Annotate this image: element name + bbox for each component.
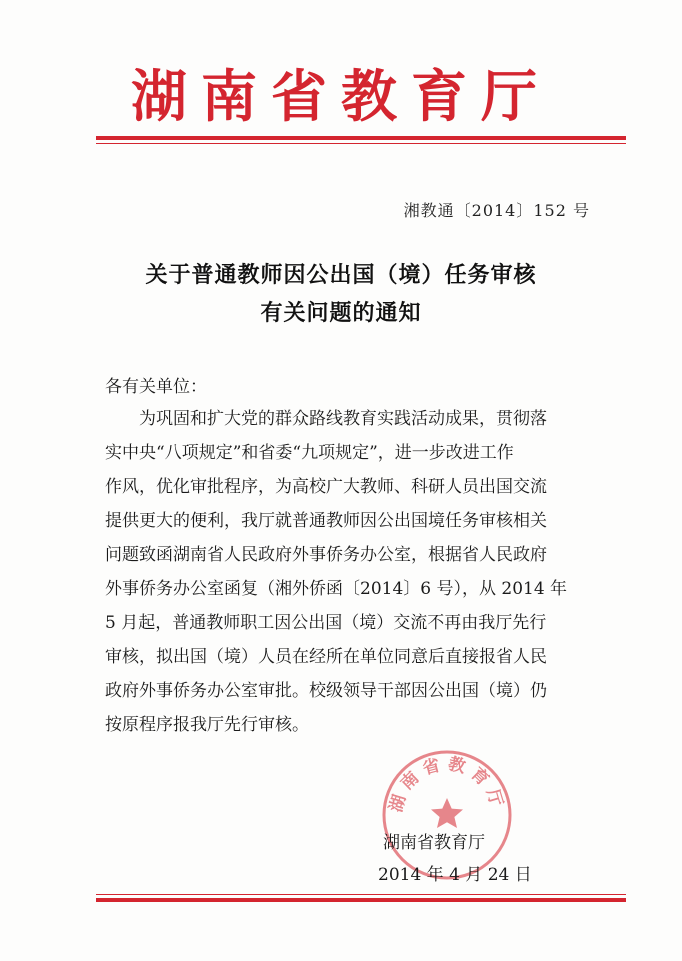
- footer-rule-thin: [96, 894, 626, 895]
- body-line: 外事侨务办公室函复（湘外侨函〔2014〕6 号），从 2014 年: [105, 579, 568, 599]
- star-icon: [431, 798, 463, 828]
- body-line: 提供更大的便利，我厅就普通教师因公出国境任务审核相关: [105, 511, 547, 531]
- document-date: 2014 年 4 月 24 日: [378, 865, 532, 885]
- body-line: 实中央“八项规定”和省委“九项规定”，进一步改进工作: [105, 443, 514, 463]
- salutation: 各有关单位：: [105, 377, 207, 397]
- seal-text: 湖南省教育厅: [386, 754, 508, 815]
- signer-organization: 湖南省教育厅: [383, 833, 485, 853]
- body-line: 问题致函湖南省人民政府外事侨务办公室，根据省人民政府: [105, 545, 547, 565]
- body-line: 5 月起，普通教师职工因公出国（境）交流不再由我厅先行: [105, 613, 547, 633]
- body-line: 政府外事侨务办公室审批。校级领导干部因公出国（境）仍: [105, 681, 547, 701]
- letterhead-rule-thin: [96, 143, 626, 144]
- body-line: 按原程序报我厅先行审核。: [105, 715, 309, 735]
- letterhead-title: 湖南省教育厅: [131, 64, 551, 130]
- body-line: 审核，拟出国（境）人员在经所在单位同意后直接报省人民: [105, 647, 547, 667]
- document-title-line2: 有关问题的通知: [260, 300, 422, 326]
- footer-rule-thick: [96, 898, 626, 902]
- body-line: 为巩固和扩大党的群众路线教育实践活动成果，贯彻落: [139, 409, 547, 429]
- document-title-line1: 关于普通教师因公出国（境）任务审核: [145, 262, 537, 288]
- document-number: 湘教通〔2014〕152 号: [403, 201, 590, 220]
- body-paragraph: [105, 402, 625, 742]
- letterhead-rule-thick: [96, 136, 626, 140]
- body-line: 作风，优化审批程序，为高校广大教师、科研人员出国交流: [105, 477, 547, 497]
